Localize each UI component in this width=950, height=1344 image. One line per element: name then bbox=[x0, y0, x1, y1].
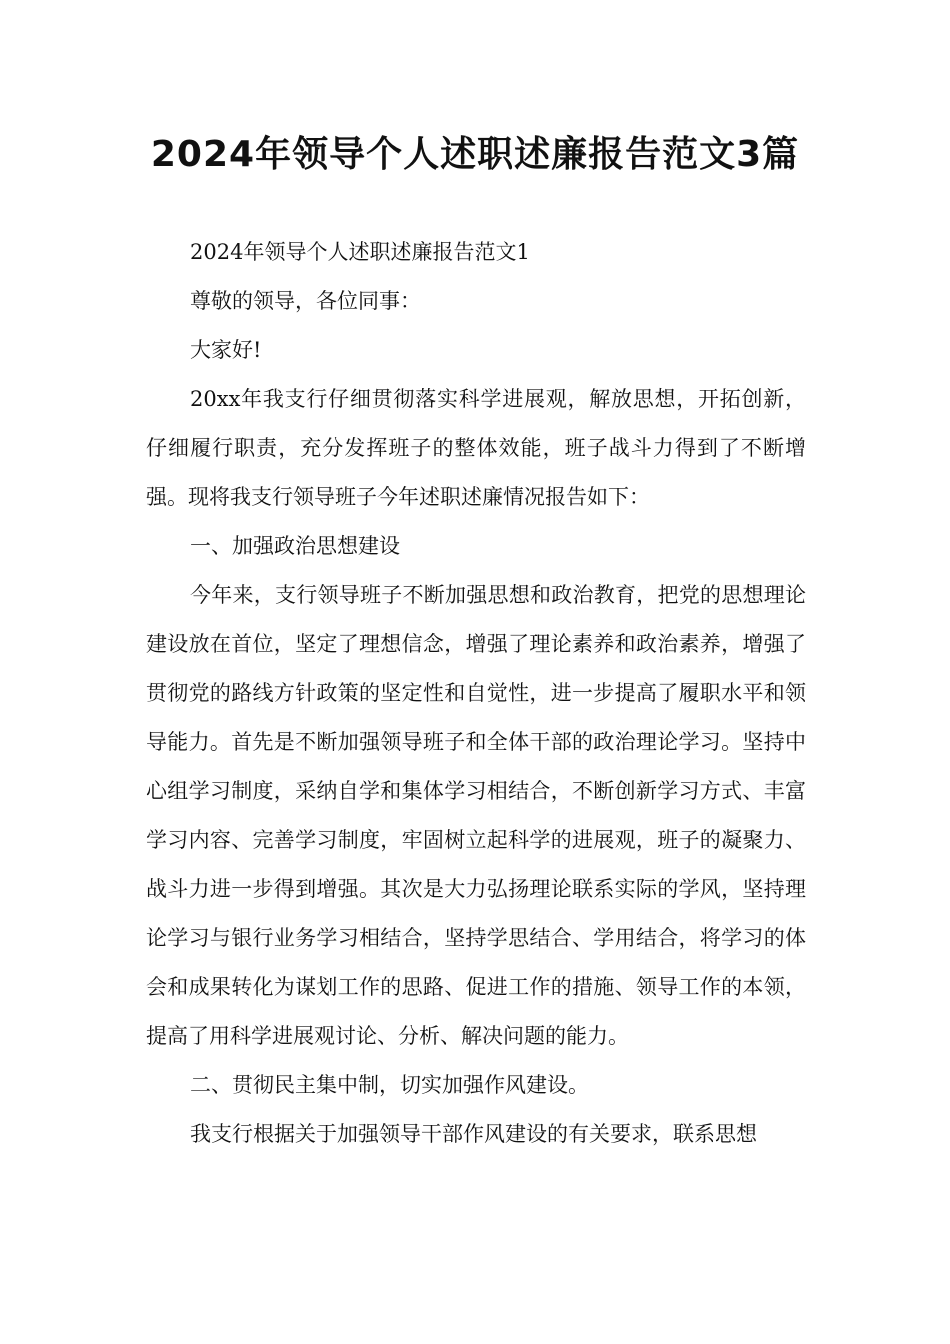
paragraph-section-2: 我支行根据关于加强领导干部作风建设的有关要求，联系思想 bbox=[190, 1122, 757, 1146]
paragraph-intro: 20xx年我支行仔细贯彻落实科学进展观，解放思想，开拓创新，仔细履行职责，充分发挥班子的整体效能，班子战斗力得到了不断增强。现将我支行领导班子今年述职述廉情况报告如下： bbox=[146, 387, 806, 509]
paragraph-greeting: 大家好! bbox=[190, 338, 262, 362]
document-body bbox=[146, 228, 806, 1159]
section-heading-1: 一、加强政治思想建设 bbox=[190, 534, 400, 558]
paragraph-subtitle: 2024年领导个人述职述廉报告范文1 bbox=[190, 240, 530, 264]
document-title: 2024年领导个人述职述廉报告范文3篇 bbox=[150, 134, 800, 175]
section-heading-2: 二、贯彻民主集中制，切实加强作风建设。 bbox=[190, 1073, 589, 1097]
paragraph-salutation: 尊敬的领导，各位同事： bbox=[190, 289, 421, 313]
paragraph-section-1: 今年来，支行领导班子不断加强思想和政治教育，把党的思想理论建设放在首位，坚定了理想信念，增强了理论素养和政治素养，增强了贯彻党的路线方针政策的坚定性和自觉性，进一步提高了履职水平和领导能力。首先是不断加强领导班子和全体干部的政治理论学习。坚持中心组学习制度，采纳自学和集体学习相结合，不断创新学习方式、丰富学习内容、完善学习制度，牢固树立起科学的进展观，班子的凝聚力、战斗力进一步得到增强。其次是大力弘扬理论联系实际的学风，坚持理论学习与银行业务学习相结合，坚持学思结合、学用结合，将学习的体会和成果转化为谋划工作的思路、促进工作的措施、领导工作的本领，提高了用科学进展观讨论、分析、解决问题的能力。 bbox=[146, 583, 806, 1048]
